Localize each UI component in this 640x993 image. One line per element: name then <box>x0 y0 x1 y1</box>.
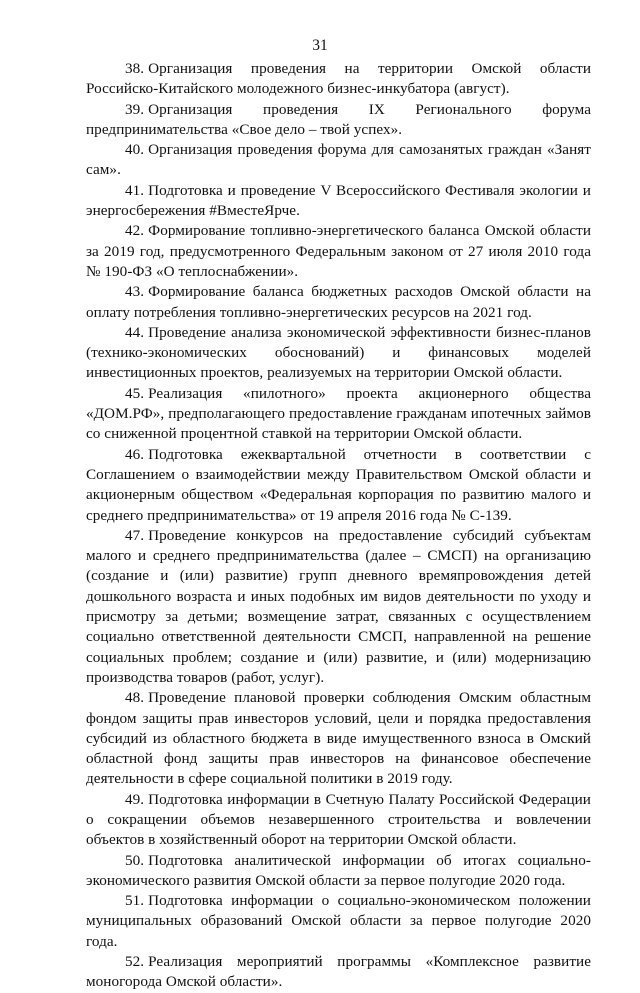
list-item <box>86 445 591 526</box>
numbered-list <box>86 59 591 993</box>
item-text: Подготовка информации о социально-экономическом положении муниципальных образований Омской области за первое полугодие 2020 года. <box>86 892 591 950</box>
list-item <box>86 384 591 445</box>
item-text: Подготовка аналитической информации об итогах социально-экономического развития Омской области за первое полугодие 2020 года. <box>86 851 591 889</box>
item-number: 52. <box>125 953 145 971</box>
item-number: 43. <box>125 283 145 301</box>
list-item <box>86 526 591 688</box>
list-item <box>86 140 591 181</box>
item-text: Проведение плановой проверки соблюдения Омским областным фондом защиты прав инвесторов условий, цели и порядка предоставления субсидий из областного бюджета в виде имущественного взноса в Омский областной фонд защиты прав инвесторов на финансовое обеспечение деятельности в сфере социальной политики в 2019 году. <box>86 689 591 788</box>
list-item <box>86 851 591 892</box>
list-item <box>86 221 591 282</box>
item-number: 48. <box>125 689 145 707</box>
item-number: 50. <box>125 851 145 869</box>
list-item <box>86 282 591 323</box>
item-text: Формирование баланса бюджетных расходов Омской области на оплату потребления топливно-энергетических ресурсов на 2021 год. <box>86 283 591 321</box>
item-text: Подготовка и проведение V Всероссийского Фестиваля экологии и энергосбережения #ВместеЯрче. <box>86 181 591 220</box>
list-item <box>86 952 591 993</box>
item-text: Организация проведения форума для самозанятых граждан «Занят сам». <box>86 141 591 179</box>
list-item <box>86 323 591 384</box>
item-text: Организация проведения IX Регионального форума предпринимательства «Свое дело – твой успех». <box>86 100 591 138</box>
item-text: Организация проведения на территории Омской области Российско-Китайского молодежного бизнес-инкубатора (август). <box>86 60 591 98</box>
item-number: 42. <box>125 222 145 240</box>
item-text: Формирование топливно-энергетического баланса Омской области за 2019 год, предусмотренного Федеральным законом от 27 июля 2010 года № 190-ФЗ «О теплоснабжении». <box>86 222 591 280</box>
item-number: 51. <box>125 892 145 910</box>
item-number: 49. <box>125 790 145 808</box>
item-number: 38. <box>125 60 145 77</box>
item-number: 44. <box>125 323 145 341</box>
item-number: 45. <box>125 384 145 402</box>
list-item <box>86 790 591 851</box>
item-text: Проведение анализа экономической эффективности бизнес-планов (технико-экономических обоснований) и финансовых моделей инвестиционных проектов, реализуемых на территории Омской области. <box>86 323 591 382</box>
item-text: Реализация «пилотного» проекта акционерного общества «ДОМ.РФ», предполагающего предоставление гражданам ипотечных займов со сниженной процентной ставкой на территории Омской области. <box>86 384 591 443</box>
item-text: Реализация мероприятий программы «Комплексное развитие моногорода Омской области». <box>86 953 591 991</box>
item-number: 46. <box>125 445 145 463</box>
item-number: 41. <box>125 181 145 199</box>
list-item <box>86 59 591 100</box>
item-number: 40. <box>125 141 145 159</box>
list-item <box>86 181 591 222</box>
item-text: Подготовка ежеквартальной отчетности в соответствии с Соглашением о взаимодействии между Правительством Омской области и акционерным обществом «Федеральная корпорация по развитию малого и среднего предпринимательства» от 19 апреля 2016 года № С-139. <box>86 445 591 524</box>
item-number: 47. <box>125 526 145 544</box>
list-item <box>86 688 591 789</box>
item-text: Проведение конкурсов на предоставление субсидий субъектам малого и среднего предпринимательства (далее – СМСП) на организацию (создание и (или) развитие) групп дневного времяпровождения детей дошкольного возраста и иных подобных им видов деятельности по уходу и присмотру за детьми; возмещение затрат, связанных с осуществлением социально ответственной деятельности СМСП, направленной на решение социальных проблем; создание и (или) развитие, и (или) модернизацию производства товаров (работ, услуг). <box>86 526 591 686</box>
item-number: 39. <box>125 100 145 118</box>
list-item <box>86 891 591 952</box>
item-text: Подготовка информации в Счетную Палату Российской Федерации о сокращении объемов незавершенного строительства и вовлечении объектов в хозяйственный оборот на территории Омской области. <box>86 790 591 849</box>
list-item <box>86 100 591 141</box>
page-number: 31 <box>312 37 328 54</box>
